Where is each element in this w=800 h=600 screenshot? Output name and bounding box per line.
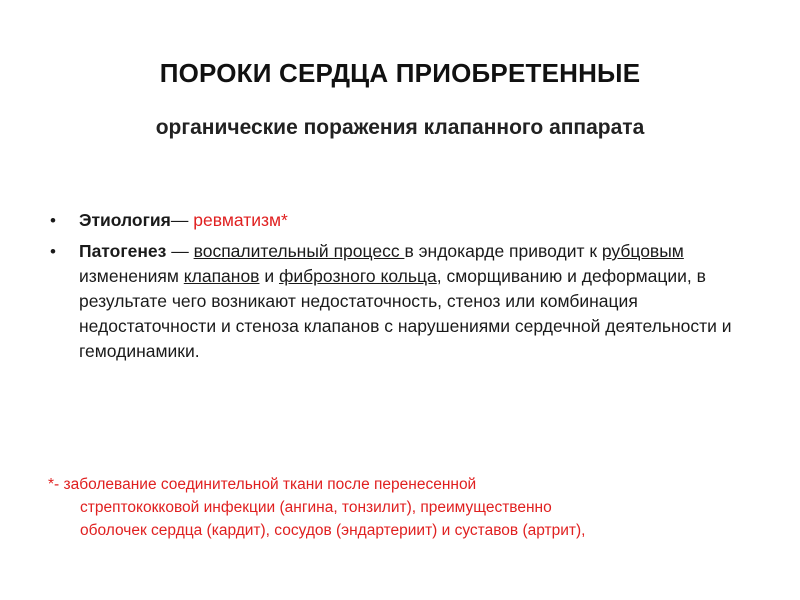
pathogenesis-term-fibrous-ring: фиброзного кольца bbox=[278, 266, 437, 286]
etiology-value: ревматизм* bbox=[193, 210, 288, 230]
etiology-label: Этиология bbox=[79, 210, 171, 230]
pathogenesis-text-1: — bbox=[166, 241, 194, 261]
pathogenesis-term-scar: рубцовым bbox=[601, 241, 684, 261]
bullet-pathogenesis bbox=[48, 239, 758, 364]
pathogenesis-term-inflammation: воспалительный процесс bbox=[193, 241, 405, 261]
pathogenesis-term-valves: клапанов bbox=[183, 266, 260, 286]
etiology-dash: — bbox=[170, 210, 194, 230]
pathogenesis-text-2: в эндокарде приводит к bbox=[404, 241, 602, 261]
bullet-list bbox=[48, 208, 758, 364]
bullet-dot-icon: • bbox=[50, 242, 56, 261]
footnote-line-3: оболочек сердца (кардит), сосудов (эндартериит) и суставов (артрит), bbox=[80, 522, 586, 539]
slide-title: ПОРОКИ СЕРДЦА ПРИОБРЕТЕННЫЕ bbox=[159, 58, 641, 88]
pathogenesis-label: Патогенез bbox=[79, 241, 167, 261]
slide-subtitle: органические поражения клапанного аппарата bbox=[155, 116, 645, 139]
pathogenesis-text-3: изменениям bbox=[79, 266, 184, 286]
bullet-etiology bbox=[48, 208, 758, 233]
footnote bbox=[48, 473, 758, 542]
footnote-line-2: стрептококковой инфекции (ангина, тонзилит), преимущественно bbox=[80, 499, 552, 516]
footnote-line-1: *- заболевание соединительной ткани после перенесенной bbox=[48, 476, 477, 493]
pathogenesis-text-4: и bbox=[259, 266, 279, 286]
bullet-dot-icon: • bbox=[50, 211, 56, 230]
pathogenesis-text-5: , сморщиванию и деформации, в результате чего возникают недостаточность, стеноз или комбинация недостаточности и стеноза клапанов с нарушениями сердечной деятельности и гемодинамики. bbox=[79, 266, 732, 361]
